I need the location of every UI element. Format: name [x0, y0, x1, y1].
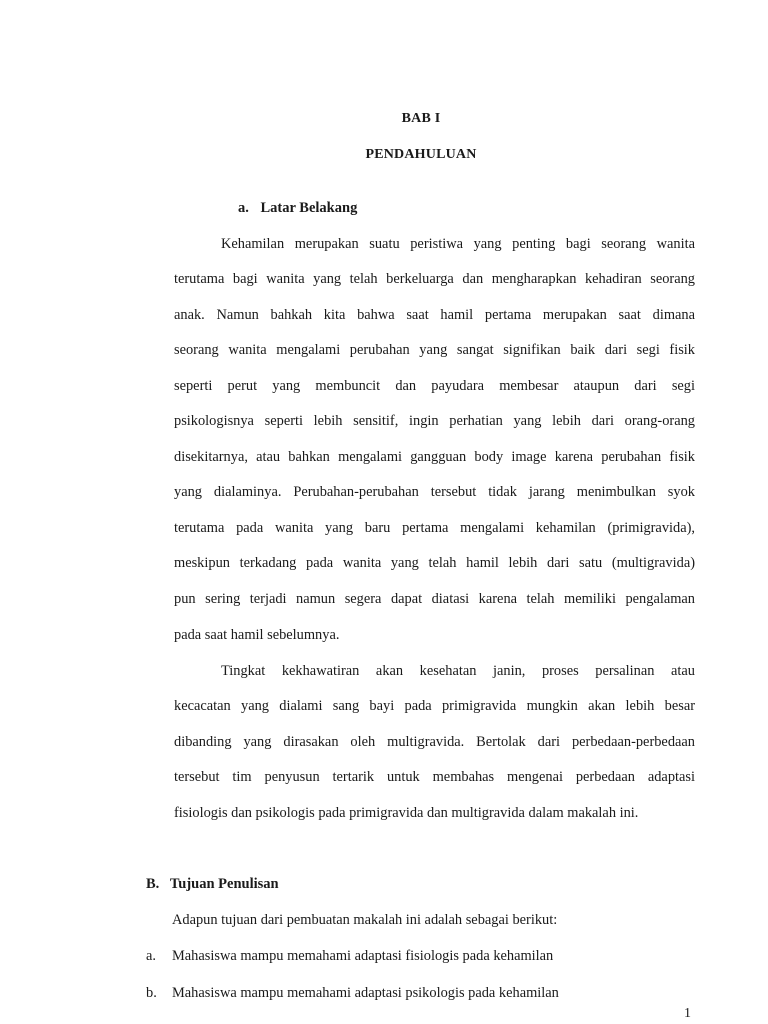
paragraph-line: dibanding yang dirasakan oleh multigravida. Bertolak dari perbedaan-perbedaan [174, 734, 695, 750]
paragraph-line: psikologisnya seperti lebih sensitif, ingin perhatian yang lebih dari orang-orang [174, 413, 695, 429]
paragraph-line: pada saat hamil sebelumnya. [174, 627, 340, 643]
section-b-heading [146, 876, 279, 893]
paragraph-line: anak. Namun bahkah kita bahwa saat hamil pertama merupakan saat dimana [174, 307, 695, 323]
chapter-title: PENDAHULUAN [365, 147, 477, 162]
list-marker: b. [146, 985, 157, 1001]
paragraph-line: terutama bagi wanita yang telah berkeluarga dan mengharapkan kehadiran seorang [174, 271, 695, 287]
paragraph-line: tersebut tim penyusun tertarik untuk membahas mengenai perbedaan adaptasi [174, 769, 695, 785]
chapter-number: BAB I [401, 111, 441, 126]
section-b-marker: B. [146, 876, 160, 892]
page-number: 1 [684, 1006, 691, 1021]
list-item-text: Mahasiswa mampu memahami adaptasi fisiologis pada kehamilan [172, 948, 554, 964]
section-b-intro: Adapun tujuan dari pembuatan makalah ini adalah sebagai berikut: [172, 912, 558, 928]
paragraph-line: Kehamilan merupakan suatu peristiwa yang penting bagi seorang wanita [221, 236, 695, 252]
list-marker: a. [146, 948, 156, 964]
section-b-title: Tujuan Penulisan [169, 876, 279, 892]
paragraph-line: seperti perut yang membuncit dan payudara membesar ataupun dari segi [174, 378, 695, 394]
list-item-text: Mahasiswa mampu memahami adaptasi psikologis pada kehamilan [172, 985, 559, 1001]
paragraph-line: fisiologis dan psikologis pada primigravida dan multigravida dalam makalah ini. [174, 805, 639, 821]
paragraph-line: Tingkat kekhawatiran akan kesehatan janin, proses persalinan atau [221, 663, 695, 679]
section-a-title: Latar Belakang [260, 200, 358, 216]
section-a-heading [238, 200, 357, 217]
paragraph-line: kecacatan yang dialami sang bayi pada primigravida mungkin akan lebih besar [174, 698, 695, 714]
section-a-marker: a. [238, 200, 249, 216]
paragraph-line: pun sering terjadi namun segera dapat diatasi karena telah memiliki pengalaman [174, 591, 695, 607]
paragraph-line: terutama pada wanita yang baru pertama mengalami kehamilan (primigravida), [174, 520, 695, 536]
paragraph-line: yang dialaminya. Perubahan-perubahan tersebut tidak jarang menimbulkan syok [174, 484, 695, 500]
paragraph-line: meskipun terkadang pada wanita yang telah hamil lebih dari satu (multigravida) [174, 555, 695, 571]
paragraph-line: disekitarnya, atau bahkan mengalami gangguan body image karena perubahan fisik [174, 449, 695, 465]
paragraph-line: seorang wanita mengalami perubahan yang sangat signifikan baik dari segi fisik [174, 342, 695, 358]
